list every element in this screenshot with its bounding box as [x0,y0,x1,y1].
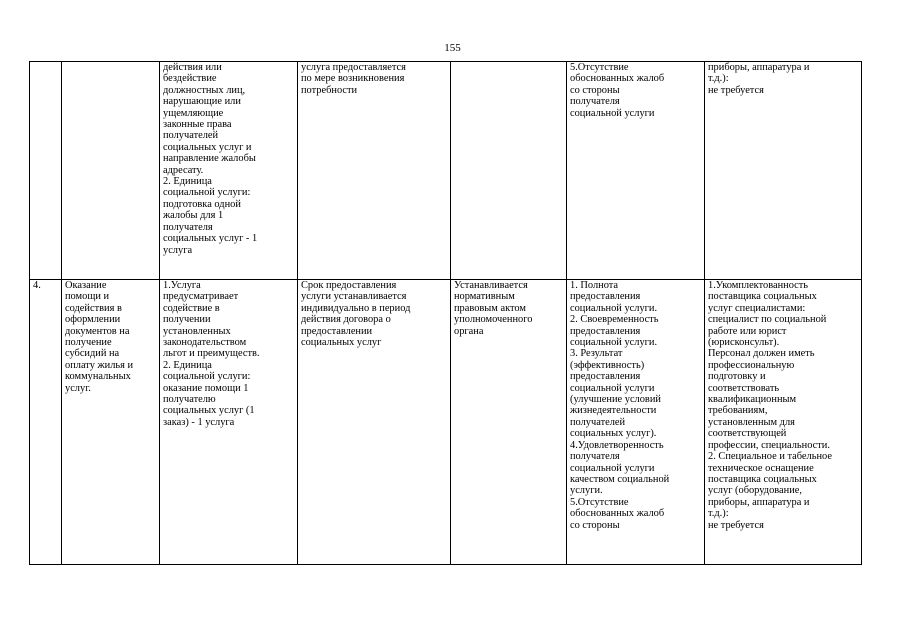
cell-text-line: жизнедеятельности [570,405,657,417]
cell-text-line: коммунальных [65,371,131,383]
cell-quality [567,62,705,280]
cell-content [160,62,298,280]
cell-text-line: установленным для [708,416,795,428]
cell-text-line: 2. Специальное и табельное [708,451,832,463]
cell-text-line: получателю [163,394,216,406]
cell-text-line: 1.Укомплектованность [708,280,809,291]
cell-text-line: приборы, аппаратура и [708,496,810,508]
cell-text-line: социальной услуги: [163,371,251,383]
cell-text-line: законные права [163,119,232,131]
cell-text-line: установленных [163,325,231,337]
cell-text-line: получение [65,337,112,349]
cell-text-line: оформлении [65,314,121,326]
cell-text-line: работе или юрист [708,325,787,337]
cell-text-line: т.д.): [708,508,729,520]
cell-number [30,280,62,565]
cell-text-line: со стороны [570,84,620,96]
cell-text-line: (эффективность) [570,359,645,371]
cell-text-line: содействия в [65,302,122,314]
cell-text-line: жалобы для 1 [163,210,224,222]
cell-text-line: предоставлении [301,325,373,337]
cell-text-line: профессии, специальности. [708,439,830,451]
cell-term [298,280,451,565]
cell-text-line: документов на [65,325,130,337]
cell-text-line: поставщика социальных [708,291,817,303]
cell-text-line: льгот и преимуществ. [163,348,260,360]
cell-text-line: не требуется [708,84,764,96]
cell-text-line: Оказание [65,280,107,291]
cell-text-line: социальной услуги [570,107,655,119]
table-row [30,62,862,280]
table-row [30,280,862,565]
cell-text-line: направление жалобы [163,153,256,165]
cell-text-line: получателя [570,96,620,108]
cell-text-line: нарушающие или [163,96,241,108]
cell-norm [451,280,567,565]
cell-text-line: обоснованных жалоб [570,73,665,85]
cell-text-line: приборы, аппаратура и [708,62,810,73]
cell-text-line: содействие в [163,302,220,314]
services-table [29,61,862,565]
cell-text-line: профессиональную [708,359,795,371]
cell-text-line: услуг (оборудование, [708,485,802,497]
cell-text-line: субсидий на [65,348,120,360]
cell-text-line: оказание помощи 1 [163,382,249,394]
page-number: 155 [444,42,461,54]
cell-text-line: нормативным [454,291,515,303]
cell-text-line: специалист по социальной [708,314,827,326]
cell-text-line: услуги. [570,485,603,497]
cell-text-line: социальной услуги. [570,337,658,349]
cell-text-line: обоснованных жалоб [570,508,665,520]
cell-text-line: соответствующей [708,428,787,440]
cell-text-line: 2. Единица [163,359,212,371]
cell-text-line: адресату. [163,164,204,176]
cell-text-line: соответствовать [708,382,780,394]
cell-text-line: заказ) - 1 услуга [163,416,235,428]
cell-text-line: должностных лиц, [163,84,246,96]
cell-text-line: 5.Отсутствие [570,62,629,73]
cell-text-line: оплату жилья и [65,359,134,371]
cell-text-line: Устанавливается [454,280,528,291]
cell-text-line: действия или [163,62,222,73]
cell-text-line: услуга [163,244,193,256]
row-number: 4. [33,280,41,291]
cell-text-line: поставщика социальных [708,473,817,485]
cell-text-line: потребности [301,84,358,96]
cell-text-line: социальной услуги [570,382,655,394]
cell-text-line: 5.Отсутствие [570,496,629,508]
cell-text-line: социальных услуг [301,337,382,349]
cell-text-line: предоставления [570,291,641,303]
cell-text-line: социальной услуги. [570,302,658,314]
cell-text-line: 2. Своевременность [570,314,659,326]
cell-text-line: 4.Удовлетворенность [570,439,664,451]
cell-norm [451,62,567,280]
cell-text-line: т.д.): [708,73,729,85]
cell-text-line: получателя [163,221,213,233]
cell-text-line: социальной услуги: [163,187,251,199]
cell-text-line: правовым актом [454,302,526,314]
cell-text-line: Срок предоставления [301,280,397,291]
cell-text-line: уполномоченного [454,314,533,326]
cell-conditions [705,62,862,280]
cell-text-line: социальной услуги [570,462,655,474]
cell-text-line: помощи и [65,291,110,303]
cell-text-line: 3. Результат [570,348,623,360]
cell-text-line: услуг. [65,382,91,394]
cell-text-line: социальных услуг (1 [163,405,255,417]
cell-text-line: бездействие [163,73,217,85]
cell-text-line: услуги устанавливается [301,291,407,303]
cell-text-line: ущемляющие [163,107,224,119]
cell-text-line: индивидуально в период [301,302,411,314]
cell-text-line: 1. Полнота [570,280,619,291]
cell-number [30,62,62,280]
cell-text-line: социальных услуг и [163,141,252,153]
cell-quality [567,280,705,565]
cell-service [62,62,160,280]
cell-text-line: техническое оснащение [708,462,814,474]
cell-text-line: (юрисконсульт). [708,337,780,349]
cell-text-line: услуг специалистами: [708,302,806,314]
cell-text-line: социальных услуг). [570,428,657,440]
cell-text-line: получении [163,314,211,326]
cell-term [298,62,451,280]
cell-text-line: законодательством [163,337,247,349]
cell-conditions [705,280,862,565]
cell-text-line: (улучшение условий [570,394,661,406]
cell-service [62,280,160,565]
cell-text-line: предоставления [570,371,641,383]
cell-text-line: органа [454,325,484,337]
cell-text-line: подготовка одной [163,198,241,210]
cell-text-line: услуга предоставляется [301,62,406,73]
cell-text-line: получателей [570,416,626,428]
cell-text-line: получателей [163,130,219,142]
cell-text-line: качеством социальной [570,473,670,485]
cell-text-line: 1.Услуга [163,280,201,291]
cell-text-line: квалификационным [708,394,797,406]
cell-text-line: действия договора о [301,314,391,326]
cell-text-line: предусматривает [163,291,239,303]
cell-text-line: со стороны [570,519,620,531]
cell-text-line: по мере возникновения [301,73,405,85]
cell-text-line: получателя [570,451,620,463]
cell-text-line: Персонал должен иметь [708,348,815,360]
cell-content [160,280,298,565]
cell-text-line: не требуется [708,519,764,531]
cell-text-line: социальных услуг - 1 [163,233,258,245]
cell-text-line: подготовку и [708,371,766,383]
cell-text-line: 2. Единица [163,176,212,188]
cell-text-line: требованиям, [708,405,768,417]
cell-text-line: предоставления [570,325,641,337]
